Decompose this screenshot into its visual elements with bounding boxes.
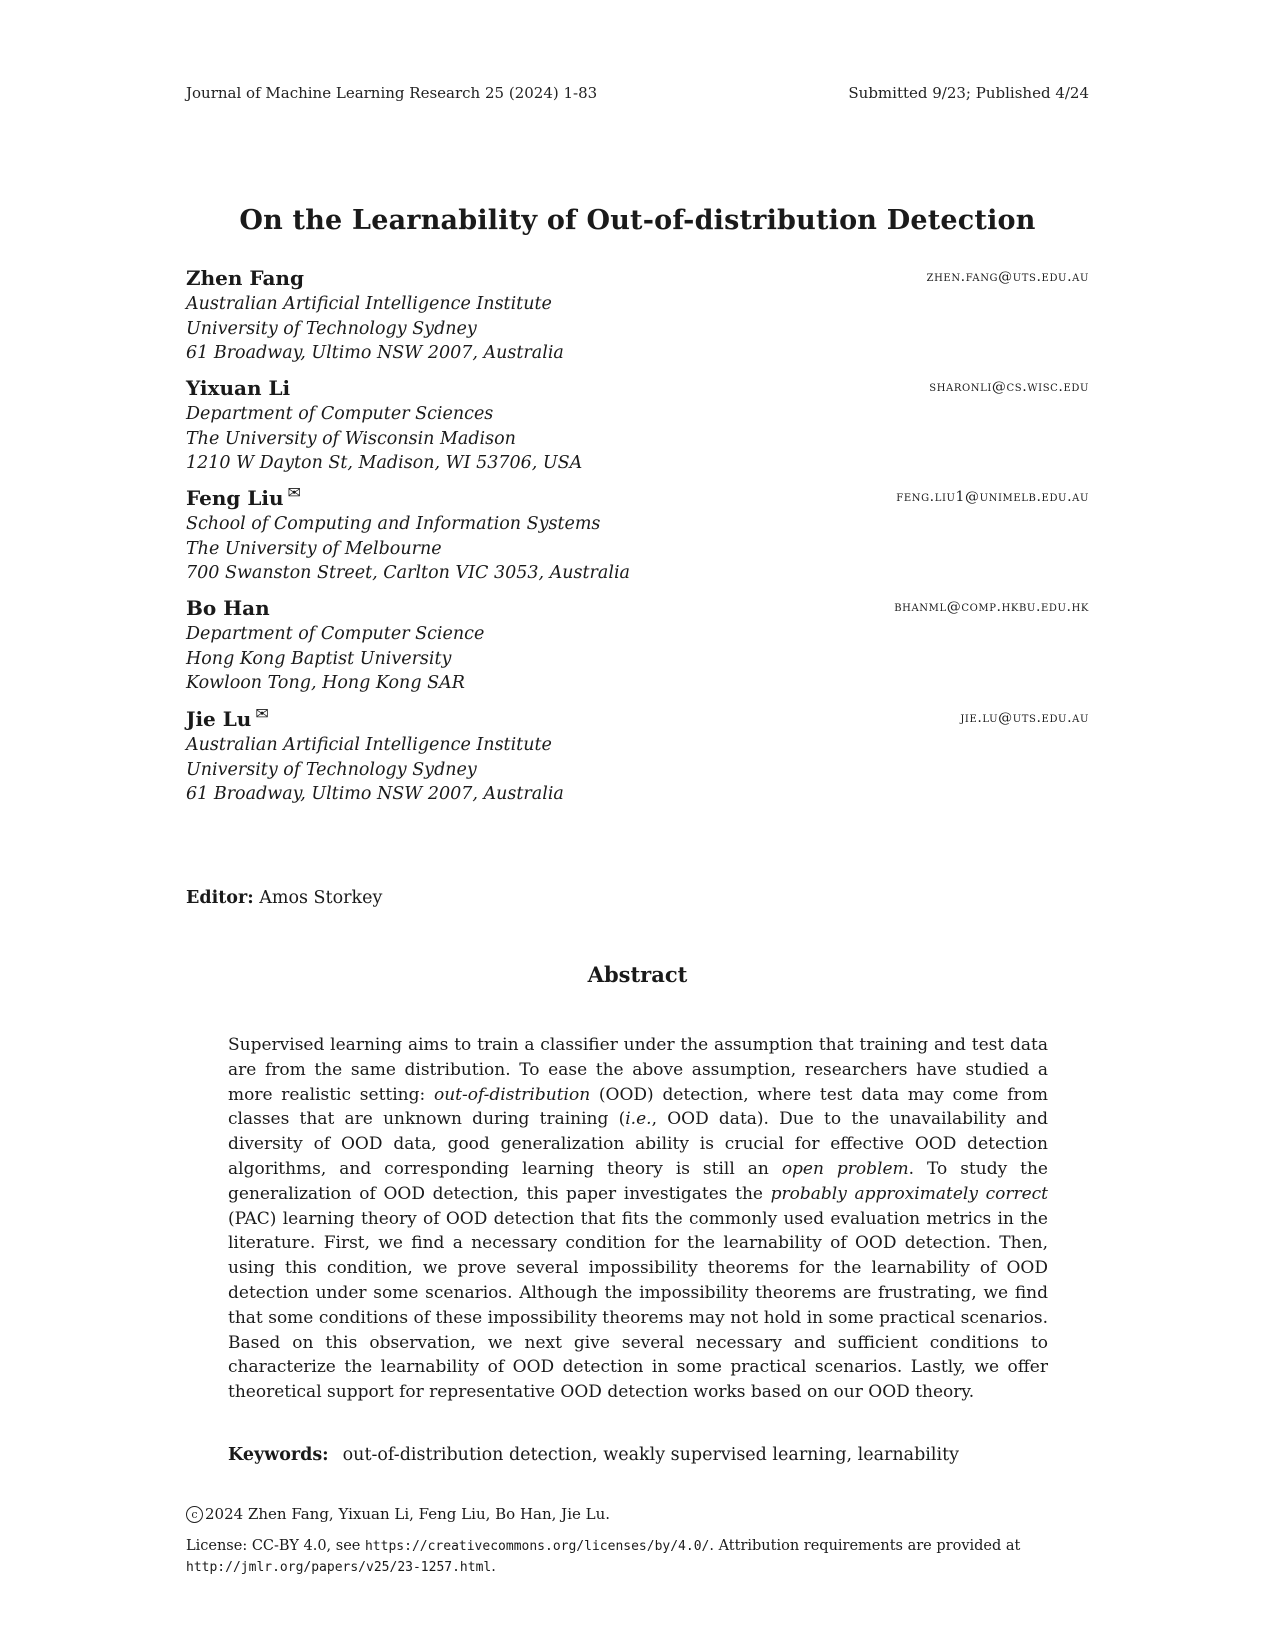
author-affiliation: Australian Artificial Intelligence Institute [186, 735, 552, 755]
emphasis: i.e. [625, 1109, 652, 1130]
abstract-text: Supervised learning aims to train a classifier under the assumption that training and test data are from the same distribution. To ease the above assumption, researchers have studied a more realistic setting: out-of-distribution (OOD) detection, where test data may come from classes that are unknown during training (i.e., OOD data). Due to the unavailability and diversity of OOD data, good generalization ability is crucial for effective OOD detection algorithms, and corresponding learning theory is still an open problem. To study the generalization of OOD detection, this paper investigates the probably approximately correct (PAC) learning theory of OOD detection that fits the commonly used evaluation metrics in the literature. First, we find a necessary condition for the learnability of OOD detection. Then, using this condition, we prove several impossibility theorems for the learnability of OOD detection under some scenarios. Although the impossibility theorems are frustrating, we find that some conditions of these impossibility theorems may not hold in some practical scenarios. Based on this observation, we next give several necessary and sufficient conditions to characterize the learnability of OOD detection in some practical scenarios. Lastly, we offer theoretical support for representative OOD detection works based on our OOD theory. [228, 1035, 1049, 1403]
author-address: 1210 W Dayton St, Madison, WI 53706, USA [186, 453, 583, 473]
author-affiliation: School of Computing and Information Systems [186, 514, 601, 534]
journal-header: Journal of Machine Learning Research 25 (2024) 1-83 [186, 84, 598, 102]
emphasis: out-of-distribution [434, 1084, 591, 1105]
author-block [186, 594, 1089, 696]
author-email[interactable]: zhen.fang@uts.edu.au [926, 269, 1089, 285]
emphasis: probably approximately correct [770, 1183, 1049, 1204]
author-name: Bo Han [186, 596, 270, 620]
author-affiliation: Department of Computer Sciences [186, 404, 494, 424]
author-affiliation: The University of Melbourne [186, 538, 442, 559]
copyright-icon: c [186, 1506, 203, 1523]
keywords-line [228, 1445, 959, 1465]
author-address: 61 Broadway, Ultimo NSW 2007, Australia [186, 343, 564, 363]
author-email[interactable]: jie.lu@uts.edu.au [960, 710, 1089, 726]
abstract-heading: Abstract [587, 962, 688, 987]
license-link[interactable]: https://creativecommons.org/licenses/by/4.0/ [364, 1539, 710, 1554]
author-name: Feng Liu [186, 486, 284, 510]
emphasis: open problem [781, 1158, 909, 1179]
keywords-label: Keywords: [228, 1445, 329, 1465]
author-address: Kowloon Tong, Hong Kong SAR [186, 673, 465, 693]
author-name: Jie Lu [186, 707, 252, 731]
paper-link[interactable]: http://jmlr.org/papers/v25/23-1257.html [186, 1560, 492, 1575]
copyright-text: 2024 Zhen Fang, Yixuan Li, Feng Liu, Bo Han, Jie Lu. [205, 1505, 611, 1523]
keywords-text: out-of-distribution detection, weakly supervised learning, learnability [342, 1445, 960, 1465]
author-email[interactable]: sharonli@cs.wisc.edu [929, 379, 1089, 395]
copyright-line [186, 1505, 610, 1523]
author-block [186, 705, 1089, 807]
license-note: License: CC-BY 4.0, see https://creativecommons.org/licenses/by/4.0/. Attribution requirements are provided at http://jmlr.org/papers/v25/23-1257.html. [186, 1538, 1021, 1575]
author-block [186, 484, 1089, 586]
author-name: Yixuan Li [186, 376, 291, 400]
author-affiliation: Department of Computer Science [186, 624, 485, 644]
author-email[interactable]: bhanml@comp.hkbu.edu.hk [894, 599, 1089, 615]
author-block [186, 374, 1089, 476]
author-affiliation: The University of Wisconsin Madison [186, 428, 516, 449]
author-name: Zhen Fang [186, 266, 304, 290]
author-affiliation: Australian Artificial Intelligence Institute [186, 294, 552, 314]
author-affiliation: University of Technology Sydney [186, 759, 477, 780]
author-affiliation: Hong Kong Baptist University [186, 648, 452, 669]
envelope-icon: ✉ [255, 704, 269, 723]
author-address: 700 Swanston Street, Carlton VIC 3053, Australia [186, 563, 630, 583]
editor-name: Amos Storkey [259, 888, 383, 908]
author-affiliation: University of Technology Sydney [186, 318, 477, 339]
paper-title: On the Learnability of Out-of-distribution Detection [239, 205, 1036, 236]
envelope-icon: ✉ [287, 483, 301, 502]
editor-label: Editor: [186, 888, 254, 908]
author-block [186, 264, 1089, 366]
author-email[interactable]: feng.liu1@unimelb.edu.au [896, 489, 1089, 505]
author-address: 61 Broadway, Ultimo NSW 2007, Australia [186, 784, 564, 804]
editor-line [186, 888, 382, 908]
submission-dates: Submitted 9/23; Published 4/24 [848, 84, 1089, 102]
